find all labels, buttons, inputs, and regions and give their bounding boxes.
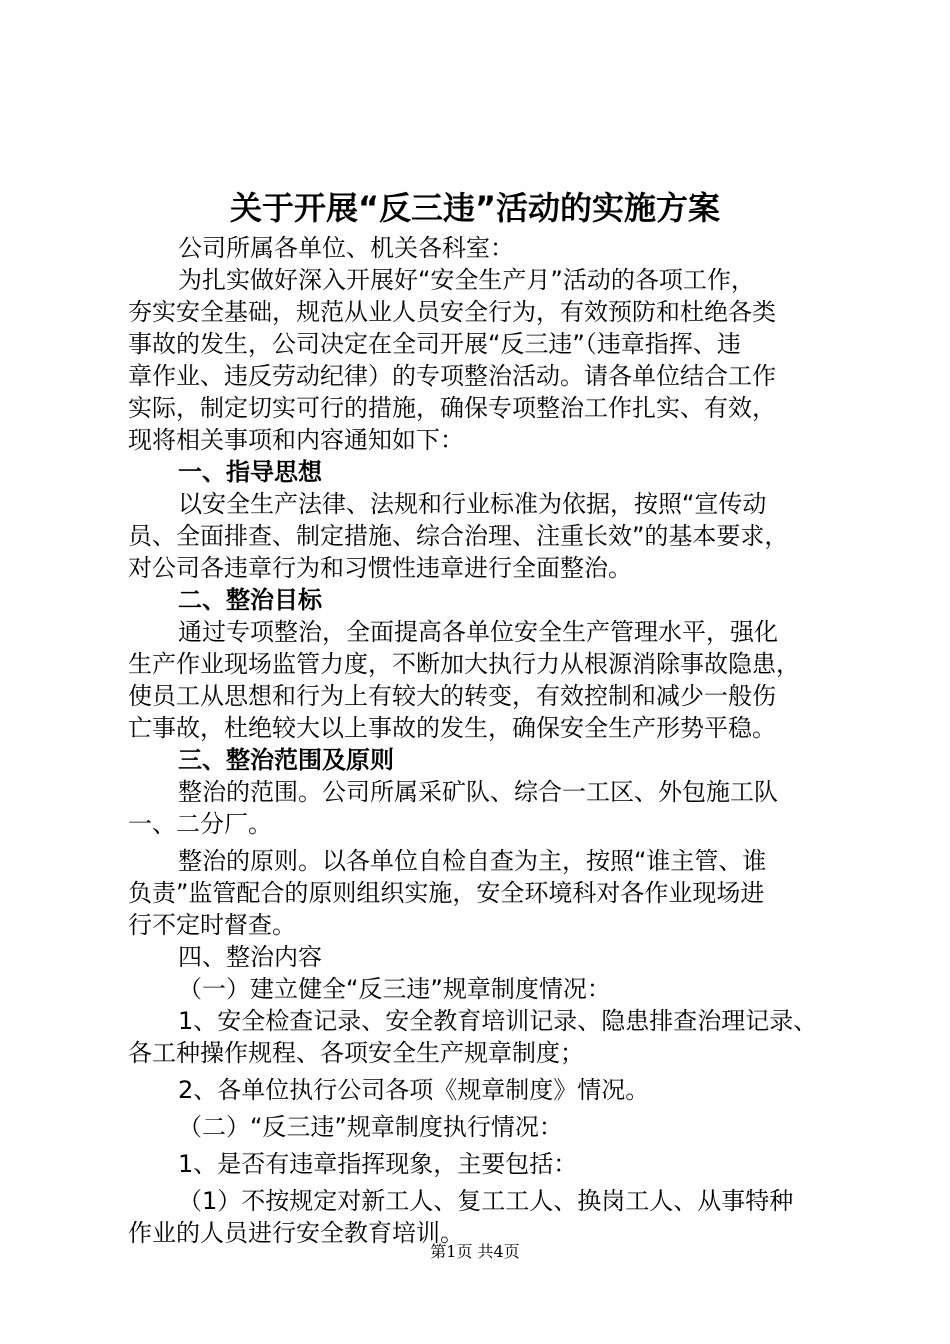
paragraph-line: 事故的发生，公司决定在全司开展“反三违”（违章指挥、违 [128, 330, 741, 358]
list-item-line: 作业的人员进行安全教育培训。 [128, 1219, 464, 1247]
paragraph-line: 对公司各违章行为和习惯性违章进行全面整治。 [128, 554, 632, 582]
paragraph-line: 整治的范围。公司所属采矿队、综合一工区、外包施工队 [178, 778, 778, 806]
paragraph-line: 整治的原则。以各单位自检自查为主，按照“谁主管、谁 [178, 847, 767, 875]
list-item-line: 各工种操作规程、各项安全生产规章制度； [128, 1039, 584, 1067]
paragraph-line: 章作业、违反劳动纪律）的专项整治活动。请各单位结合工作 [128, 362, 776, 390]
list-item-line: 1、安全检查记录、安全教育培训记录、隐患排查治理记录、 [178, 1007, 818, 1035]
list-item-line: 2、各单位执行公司各项《规章制度》情况。 [178, 1076, 650, 1104]
document-title: 关于开展“反三违”活动的实施方案 [229, 189, 721, 227]
paragraph-line: 通过专项整治，全面提高各单位安全生产管理水平，强化 [178, 618, 778, 646]
subsection-heading: （二）“反三违”规章制度执行情况： [178, 1113, 563, 1141]
paragraph-line: 实际，制定切实可行的措施，确保专项整治工作扎实、有效， [128, 394, 776, 422]
list-item-line: 1、是否有违章指挥现象，主要包括： [178, 1150, 578, 1178]
paragraph-line: 亡事故，杜绝较大以上事故的发生，确保安全生产形势平稳。 [128, 714, 776, 742]
paragraph-line: 使员工从思想和行为上有较大的转变，有效控制和减少一般伤 [128, 682, 776, 710]
paragraph-line: 行不定时督查。 [128, 911, 296, 939]
salutation: 公司所属各单位、机关各科室： [178, 234, 514, 262]
list-item-line: （1）不按规定对新工人、复工工人、换岗工人、从事特种 [178, 1187, 794, 1215]
paragraph-line: 员、全面排查、制定措施、综合治理、注重长效”的基本要求， [128, 522, 789, 550]
paragraph-line: 负责”监管配合的原则组织实施，安全环境科对各作业现场进 [128, 879, 765, 907]
paragraph-line: 夯实安全基础，规范从业人员安全行为，有效预防和杜绝各类 [128, 298, 776, 326]
section-heading: 三、整治范围及原则 [178, 746, 394, 774]
page-footer: 第1页 共4页 [430, 1242, 520, 1261]
paragraph-line: 以安全生产法律、法规和行业标准为依据，按照“宣传动 [178, 490, 767, 518]
section-heading: 四、整治内容 [178, 943, 322, 971]
paragraph-line: 为扎实做好深入开展好“安全生产月”活动的各项工作， [178, 266, 755, 294]
section-heading: 二、整治目标 [178, 586, 322, 614]
subsection-heading: （一）建立健全“反三违”规章制度情况： [178, 975, 611, 1003]
section-heading: 一、指导思想 [178, 458, 322, 486]
paragraph-line: 现将相关事项和内容通知如下： [128, 426, 464, 454]
paragraph-line: 一、二分厂。 [128, 810, 272, 838]
paragraph-line: 生产作业现场监管力度，不断加大执行力从根源消除事故隐患， [128, 650, 800, 678]
document-body [128, 232, 838, 1249]
